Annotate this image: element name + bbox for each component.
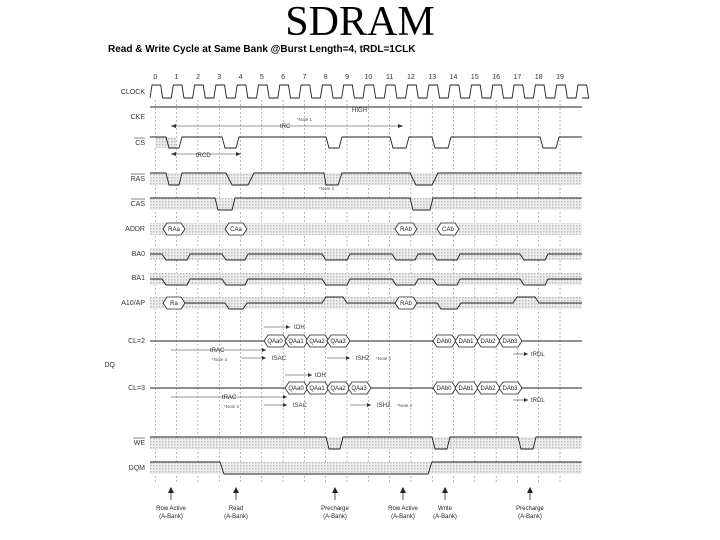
trcd-arrow	[171, 152, 241, 159]
clock-number-17: 17	[513, 74, 522, 81]
clock-number-9: 9	[345, 74, 349, 81]
ras-note: *Note 3	[319, 186, 335, 191]
svg-text:(A-Bank): (A-Bank)	[159, 514, 183, 520]
event-row-active-1	[156, 487, 186, 520]
svg-text:Row Active: Row Active	[156, 506, 186, 512]
toh-label-cl2: tOH	[294, 325, 305, 331]
label-a10: A10/AP	[121, 300, 145, 307]
svg-text:DAb2: DAb2	[480, 339, 496, 345]
cl2-write-burst	[433, 335, 522, 347]
svg-text:DAb0: DAb0	[436, 386, 452, 392]
tsac-label-cl2: tSAC	[272, 356, 287, 362]
clock-number-13: 13	[428, 74, 437, 81]
svg-text:RAb: RAb	[400, 301, 412, 307]
clock-number-11: 11	[385, 74, 394, 81]
signal-labels	[105, 89, 146, 472]
svg-text:QAa3: QAa3	[351, 386, 367, 392]
svg-text:QAa0: QAa0	[288, 386, 304, 392]
clock-number-6: 6	[281, 74, 286, 81]
trac-note-cl2: *Note 3	[212, 357, 228, 362]
addr-cell-3	[395, 223, 417, 235]
svg-text:RAb: RAb	[400, 227, 412, 233]
cs-trace	[150, 137, 582, 148]
clock-edge-guides	[155, 100, 560, 482]
a10-cell-1	[163, 297, 185, 309]
tshz-note-cl2: *Note 4	[376, 356, 392, 361]
we-trace	[150, 437, 582, 449]
diagram-title: Read & Write Cycle at Same Bank @Burst Length=4, tRDL=1CLK	[108, 44, 416, 55]
cl3-trace	[150, 373, 582, 409]
label-cl2: CL=2	[128, 338, 145, 345]
cl3-write-burst	[433, 382, 522, 394]
svg-text:DAb2: DAb2	[480, 386, 496, 392]
event-row-active-2	[388, 487, 418, 520]
clock-waveform	[150, 85, 589, 98]
clock-numbers	[153, 74, 564, 81]
clock-number-10: 10	[364, 74, 373, 81]
svg-text:Precharge: Precharge	[516, 506, 544, 512]
svg-text:QAa1: QAa1	[288, 339, 304, 345]
cl2-read-burst	[264, 335, 350, 347]
svg-text:DAb1: DAb1	[458, 339, 474, 345]
addr-cell-4	[437, 223, 459, 235]
label-dq: DQ	[104, 362, 115, 369]
svg-text:(A-Bank): (A-Bank)	[323, 514, 347, 520]
clock-number-19: 19	[556, 74, 564, 81]
svg-text:RAa: RAa	[168, 227, 180, 233]
trac-label-cl2: tRAC	[210, 348, 225, 354]
tshz-label-cl2: tSHZ	[356, 356, 370, 362]
label-ras: RAS	[130, 176, 145, 183]
clock-number-14: 14	[449, 74, 458, 81]
clock-number-8: 8	[323, 74, 328, 81]
high-label: HIGH	[352, 108, 367, 114]
svg-text:(A-Bank): (A-Bank)	[433, 514, 457, 520]
svg-text:CAa: CAa	[230, 227, 242, 233]
svg-text:(A-Bank): (A-Bank)	[391, 514, 415, 520]
a10-trace	[150, 297, 582, 309]
toh-label-cl3: tOH	[315, 373, 326, 379]
label-clock: CLOCK	[120, 89, 145, 96]
trcd-label: tRCD	[196, 153, 211, 159]
clock-number-12: 12	[407, 74, 415, 81]
svg-text:QAa2: QAa2	[309, 339, 325, 345]
label-cas: CAS	[130, 201, 145, 208]
cl3-read-burst	[285, 382, 371, 394]
svg-text:QAa0: QAa0	[267, 339, 283, 345]
a10-cell-2	[395, 297, 417, 309]
svg-text:Read: Read	[228, 506, 244, 512]
svg-text:QAa3: QAa3	[330, 339, 346, 345]
label-we: WE	[133, 440, 145, 447]
trc-label: tRC	[280, 124, 291, 130]
dqm-trace	[150, 462, 582, 474]
tshz-label-cl3: tSHZ	[377, 403, 391, 409]
clock-number-4: 4	[238, 74, 243, 81]
trc-note: *Note 1	[297, 117, 313, 122]
cas-trace	[150, 198, 582, 210]
svg-text:CAb: CAb	[442, 227, 454, 233]
svg-text:Row Active: Row Active	[388, 506, 418, 512]
label-ba0: BA0	[131, 251, 145, 258]
svg-text:Ra: Ra	[170, 301, 178, 307]
event-markers	[156, 487, 544, 520]
clock-number-7: 7	[302, 74, 307, 81]
label-dqm: DQM	[128, 465, 145, 472]
addr-trace	[150, 223, 582, 235]
addr-cell-1	[163, 223, 185, 235]
clock-number-15: 15	[470, 74, 479, 81]
clock-number-2: 2	[195, 74, 200, 81]
event-read	[224, 487, 248, 520]
clock-number-16: 16	[492, 74, 501, 81]
trac-note-cl3: *Note 3	[224, 404, 240, 409]
event-precharge-1	[321, 487, 349, 520]
label-cl3: CL=3	[128, 385, 145, 392]
svg-text:DAb0: DAb0	[436, 339, 452, 345]
svg-text:Precharge: Precharge	[321, 506, 349, 512]
label-ba1: BA1	[131, 275, 145, 282]
clock-number-18: 18	[534, 74, 543, 81]
svg-text:(A-Bank): (A-Bank)	[518, 514, 542, 520]
trdl-label-cl2: tRDL	[531, 352, 545, 358]
label-addr: ADDR	[125, 226, 145, 233]
svg-text:DAb3: DAb3	[502, 339, 518, 345]
addr-cell-2	[225, 223, 247, 235]
clock-number-3: 3	[217, 74, 222, 81]
trdl-label-cl3: tRDL	[531, 398, 545, 404]
clock-number-5: 5	[259, 74, 264, 81]
svg-text:QAa2: QAa2	[330, 386, 346, 392]
svg-text:DAb3: DAb3	[502, 386, 518, 392]
trac-label-cl3: tRAC	[222, 395, 237, 401]
slide-title: SDRAM	[285, 0, 435, 45]
svg-text:DAb1: DAb1	[458, 386, 474, 392]
clock-number-1: 1	[174, 74, 179, 81]
tshz-note-cl3: *Note 4	[397, 403, 413, 408]
event-precharge-2	[516, 487, 544, 520]
svg-text:Write: Write	[438, 506, 452, 512]
label-cke: CKE	[130, 114, 145, 121]
event-write	[433, 487, 457, 520]
tsac-label-cl3: tSAC	[293, 403, 308, 409]
clock-number-0: 0	[153, 74, 158, 81]
svg-text:QAa1: QAa1	[309, 386, 325, 392]
svg-text:(A-Bank): (A-Bank)	[224, 514, 248, 520]
label-cs: CS	[135, 140, 145, 147]
ba1-trace	[150, 273, 582, 285]
ba0-trace	[150, 248, 582, 260]
